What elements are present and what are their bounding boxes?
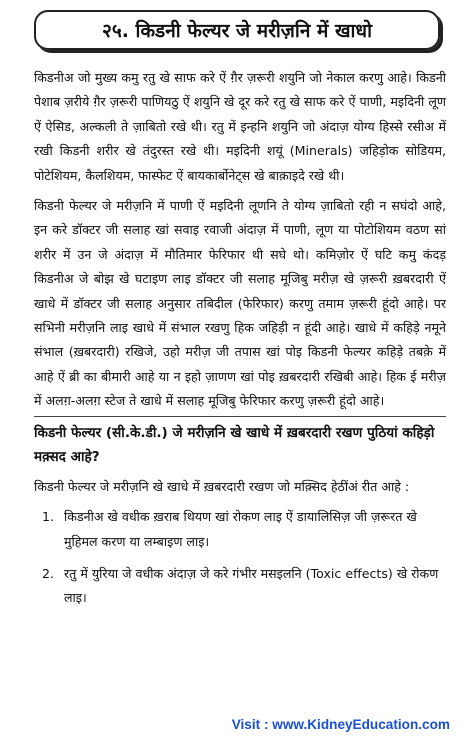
list-item: 2. रतु में युरिया जे वधीक अंदाज़ जे करे गंभीर मसइलनि (Toxic effects) खे रोकण लाइ।	[58, 562, 446, 611]
list-item: 1. किडनीअ खे वधीक ख़राब थियण खां रोकण लाइ ऐं डायालिसिज़ जी ज़रूरत खे मुहिमल करण या लम्बाइण लाइ।	[58, 505, 446, 554]
section-intro: किडनी फेल्यर जे मरीज़नि खे खाधे में ख़बरदारी रखण जो मक़्सिद हेठींअं रीत आहे :	[34, 478, 410, 494]
content	[34, 66, 446, 619]
chapter-title-box	[34, 10, 440, 50]
section-heading: किडनी फेल्यर (सी.के.डी.) जे मरीज़नि खे खाधे में ख़बरदारी रखण पुठियां कहिड़ो मक़्सद आहे?	[34, 424, 435, 465]
purpose-list	[34, 505, 446, 611]
chapter-title: २५. किडनी फेल्यर जे मरीज़नि में खाधो	[101, 20, 373, 42]
paragraph-kidney-failure: किडनी फेल्यर जे मरीज़नि में पाणी ऐं मइदिनी लूणनि ते योग्य ज़ाबितो रही न सघंदो आहे, इन करे डॉक्टर जी सलाह खां सवाइ रवाजी अंदाज़ में पाणी, लूण या पोटोशियम वठण सां शरीर में उन जे अंदाज़ में मौतिमार फेरिफार थी सघे थो। कमिज़ोर ऐं घटि कमु कंदड़ किडनीअ जे बोझ खे घटाइण लाइ डॉक्टर जी सलाह मूजिबु मरीज़ खे ज़रूरी ख़बरदारी ऐं खाधे में डॉक्टर जी सलाह अनुसार तबिदील (फेरिफार) करणु तमाम ज़रूरी हूंदो आहे। पर सभिनी मरीज़नि लाइ खाधे में संभाल रखणु हिक जहिड़ी न हूंदी आहे। खाधे में कहिड़े नमूने संभाल (ख़बरदारी) रखिजे, उहो मरीज़ जी तपास खां पोइ किडनी फेल्यर कहिड़े तबक़े में आहे ऐं ब्री का बीमारी आहे या न इहो ज़ाणण खां पोइ ख़बरदारी रखिबी आहे। हिक ई मरीज़ में अलग़-अलग़ स्टेज ते खाधे में सलाह मूजिबु फेरिफार करणु ज़रूरी हूंदो आहे।	[34, 194, 446, 417]
footer-website: Visit : www.KidneyEducation.com	[231, 717, 450, 732]
paragraph-intro: किडनीअ जो मुख्य कमु रतु खे साफ करे ऐं ग़ैर ज़रूरी शयुनि जो नेकाल करणु आहे। किडनी पेशाब ज़रीये ग़ैर ज़रूरी पाणियठु ऐं शयुनि खे दूर करे रतु खे साफ करे ऐं पाणी, मइदिनी लूण ऐं ऐसिड, अल्कली ते ज़ाबितो रखे थी। रतु में इन्हनि शयुनि जो अंदाज़ योग्य हिस्से रसीअ में रखी किडनी शरीर खे तंदुरस्त रखे थी। मइदिनी शयूं (Minerals) जहिड़ोक सोडियम, पोटेशियम, कैलशियम, फास्फेट ऐं बायकार्बोनेट्स खे बाक़ाइदे रखे थी।	[34, 70, 446, 183]
